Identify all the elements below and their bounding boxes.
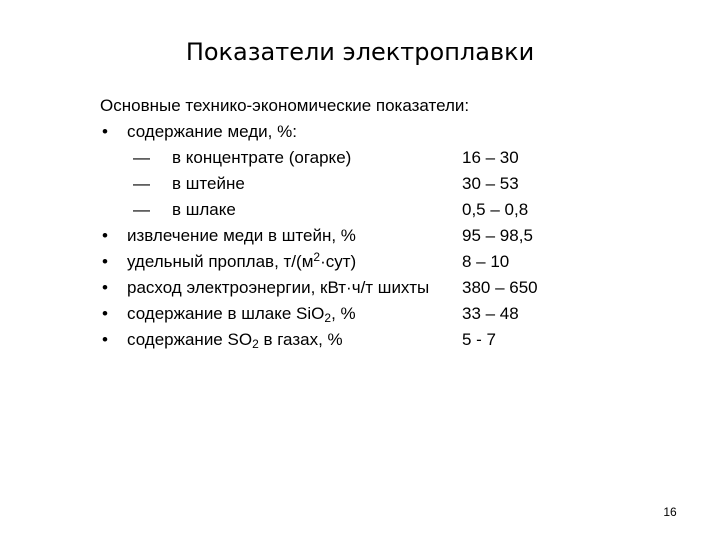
bullet: • bbox=[102, 122, 108, 141]
sub-item-concentrate bbox=[0, 145, 720, 171]
sub-item-label: в штейне bbox=[172, 174, 245, 193]
list-item-label: удельный проплав, $т/(м^2\cdot сут)$ bbox=[127, 250, 357, 271]
list-item-value: 95 – 98,5 bbox=[462, 226, 533, 245]
list-item-specific-smelting bbox=[0, 249, 720, 275]
sub-item-label: в шлаке bbox=[172, 200, 236, 219]
dash: — bbox=[133, 174, 150, 193]
list-item-so2-content bbox=[0, 327, 720, 353]
sub-item-label: в концентрате (огарке) bbox=[172, 148, 352, 167]
list-item-value: 33 – 48 bbox=[462, 304, 519, 323]
bullet: • bbox=[102, 330, 108, 349]
list-item-sio2-content bbox=[0, 301, 720, 327]
sub-item-matte bbox=[0, 171, 720, 197]
list-item-label: содержание в шлаке SiO$_2$, % bbox=[127, 304, 356, 325]
bullet: • bbox=[102, 252, 108, 271]
page-number: 16 bbox=[663, 505, 677, 519]
list-item-value: 380 – 650 bbox=[462, 278, 538, 297]
dash: — bbox=[133, 148, 150, 167]
list-item-energy-consumption bbox=[0, 275, 720, 301]
subscript: 2 bbox=[324, 311, 332, 325]
bullet: • bbox=[102, 304, 108, 323]
list-item-recovery bbox=[0, 223, 720, 249]
list-item-value: 8 – 10 bbox=[462, 252, 510, 271]
bullet: • bbox=[102, 226, 108, 245]
sub-item-slag bbox=[0, 197, 720, 223]
list-item-label: извлечение меди в штейн, % bbox=[127, 226, 356, 245]
slide-title: Показатели электроплавки bbox=[185, 38, 535, 66]
bullet: • bbox=[102, 278, 108, 297]
list-item-label: содержание $SO_2$ в газах, % bbox=[127, 330, 343, 351]
dash: — bbox=[133, 200, 150, 219]
subscript: 2 bbox=[252, 337, 259, 351]
sub-item-value: 30 – 53 bbox=[462, 174, 519, 193]
superscript: 2 bbox=[313, 250, 321, 264]
sub-item-value: 0,5 – 0,8 bbox=[462, 200, 529, 219]
list-item-label: расход электроэнергии, кВт·ч/т шихты bbox=[127, 278, 430, 297]
section-heading: Основные технико-экономические показатели: bbox=[100, 96, 470, 115]
list-item-copper-content bbox=[0, 119, 720, 145]
list-item-value: 5 - 7 bbox=[462, 330, 497, 349]
list-item-label: содержание меди, %: bbox=[127, 122, 297, 141]
sub-item-value: 16 – 30 bbox=[462, 148, 519, 167]
